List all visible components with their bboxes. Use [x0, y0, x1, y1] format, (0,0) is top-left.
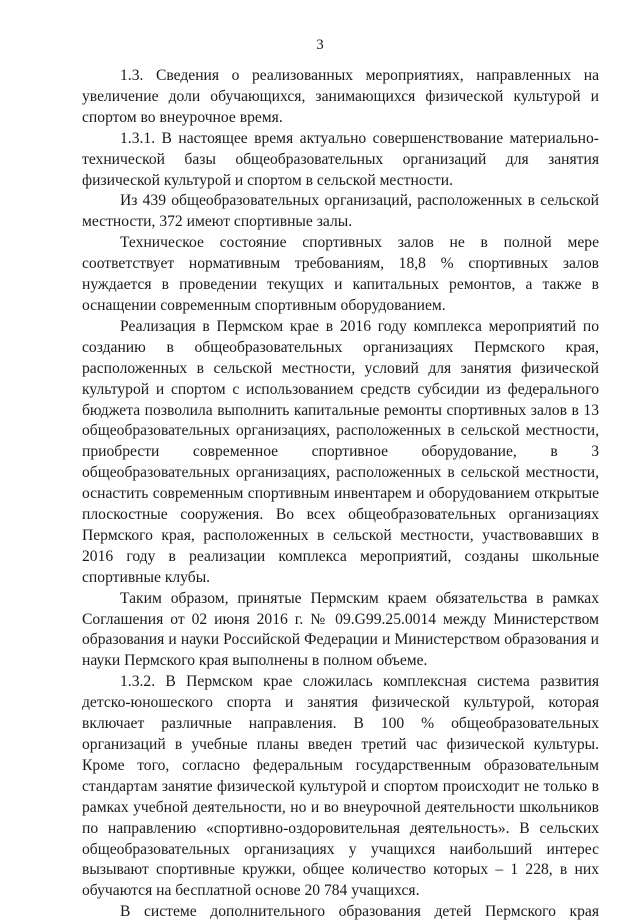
paragraph-agreement-obligations: Таким образом, принятые Пермским краем обязательства в рамках Соглашения от 02 июня 2016 г. № 09.G99.25.0014 между Министерством образования и науки Российской Федерации и Министерством образования и науки Пермского края выполнены в полном объеме. — [82, 589, 599, 670]
paragraph-technical-condition: Техническое состояние спортивных залов не в полной мере соответствует нормативным требованиям, 18,8 % спортивных залов нуждается в проведении текущих и капитальных ремонтов, а также в оснащении современным спортивным оборудованием. — [82, 234, 599, 314]
document-body — [82, 66, 599, 923]
paragraph-2016-implementation: Реализация в Пермском крае в 2016 году комплекса мероприятий по созданию в общеобразовательных организациях Пермского края, расположенных в сельской местности, условий для занятия физической культурой и спортом с использованием средств субсидии из федерального бюджета позволила выполнить капитальные ремонты спортивных залов в 13 общеобразовательных организациях, расположенных в сельской местности, приобрести современное спортивное оборудование, в 3 общеобразовательных организациях, расположенных в сельской местности, оснастить современным спортивным инвентарем и оборудованием открытые плоскостные сооружения. Во всех общеобразовательных организациях Пермского края, расположенных в сельской местности, участвовавших в 2016 году в реализации комплекса мероприятий, созданы школьные спортивные клубы. — [82, 317, 599, 586]
paragraph-1-3-2: 1.3.2. В Пермском крае сложилась комплексная система развития детско-юношеского спорта и занятия физической культурой, которая включает различные направления. В 100 % общеобразовательных организаций в учебные планы введен третий час физической культуры. Кроме того, согласно федеральным государственным образовательным стандартам занятие физической культурой и спортом происходит не только в рамках учебной деятельности, но и во внеурочной деятельности школьников по направлению «спортивно-оздоровительная деятельность». В сельских общеобразовательных организациях у учащихся наибольший интерес вызывают спортивные кружки, общее количество которых – 1 228, в них обучаются на бесплатной основе 20 784 учащихся. — [82, 673, 599, 900]
paragraph-additional-education: В системе дополнительного образования детей Пермского края — [120, 903, 599, 921]
paragraph-rural-schools-count: Из 439 общеобразовательных организаций, расположенных в сельской местности, 372 имеют спортивные залы. — [82, 192, 599, 231]
paragraph-1-3-heading: 1.3. Сведения о реализованных мероприятиях, направленных на увеличение доли обучающихся, занимающихся физической культурой и спортом во внеурочное время. — [82, 67, 599, 126]
paragraph-1-3-1: 1.3.1. В настоящее время актуально совершенствование материально-технической базы общеобразовательных организаций для занятия физической культурой и спортом в сельской местности. — [82, 129, 599, 189]
page-number: 3 — [316, 37, 324, 53]
